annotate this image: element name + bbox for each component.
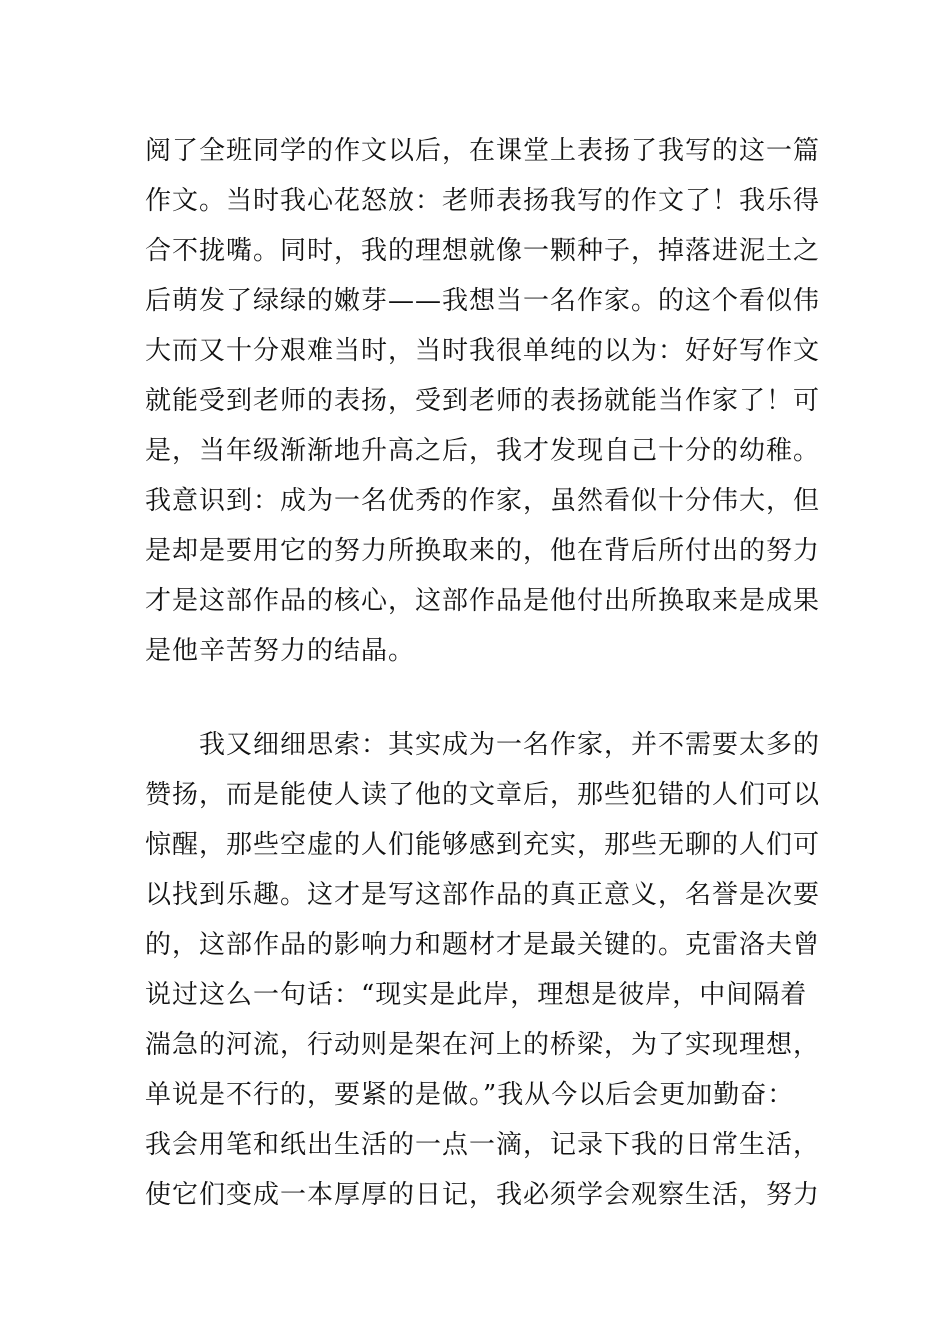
text-line: 我会用笔和纸出生活的一点一滴，记录下我的日常生活，	[145, 1130, 821, 1160]
paragraph-1	[145, 126, 821, 676]
text-line: 以找到乐趣。这才是写这部作品的真正意义，名誉是次要	[145, 880, 821, 910]
text-line: 我意识到：成为一名优秀的作家，虽然看似十分伟大，但	[145, 486, 821, 516]
text-line: 是他辛苦努力的结晶。	[145, 636, 416, 666]
text-line: 是却是要用它的努力所换取来的，他在背后所付出的努力	[145, 536, 821, 566]
text-line: 是，当年级渐渐地升高之后，我才发现自己十分的幼稚。	[145, 436, 821, 466]
text-line: 阅了全班同学的作文以后，在课堂上表扬了我写的这一篇	[145, 136, 821, 166]
text-line: 单说是不行的，要紧的是做。”我从今以后会更加勤奋：	[145, 1080, 795, 1110]
text-line: 湍急的河流，行动则是架在河上的桥梁，为了实现理想，	[145, 1030, 821, 1060]
text-line: 我又细细思索：其实成为一名作家，并不需要太多的	[145, 730, 821, 760]
text-line: 合不拢嘴。同时，我的理想就像一颗种子，掉落进泥土之	[145, 236, 821, 266]
text-line: 作文。当时我心花怒放：老师表扬我写的作文了！我乐得	[145, 186, 821, 216]
text-line: 赞扬，而是能使人读了他的文章后，那些犯错的人们可以	[145, 780, 821, 810]
text-line: 后萌发了绿绿的嫩芽——我想当一名作家。的这个看似伟	[145, 286, 821, 316]
text-line: 就能受到老师的表扬，受到老师的表扬就能当作家了！可	[145, 386, 821, 416]
text-line: 惊醒，那些空虚的人们能够感到充实，那些无聊的人们可	[145, 830, 821, 860]
text-line: 的，这部作品的影响力和题材才是最关键的。克雷洛夫曾	[145, 930, 821, 960]
text-line: 说过这么一句话：“现实是此岸，理想是彼岸，中间隔着	[145, 980, 808, 1010]
text-line: 才是这部作品的核心，这部作品是他付出所换取来是成果	[145, 586, 821, 616]
text-line: 大而又十分艰难当时，当时我很单纯的以为：好好写作文	[145, 336, 821, 366]
text-line: 使它们变成一本厚厚的日记，我必须学会观察生活，努力	[145, 1180, 821, 1210]
paragraph-2	[145, 720, 821, 1220]
